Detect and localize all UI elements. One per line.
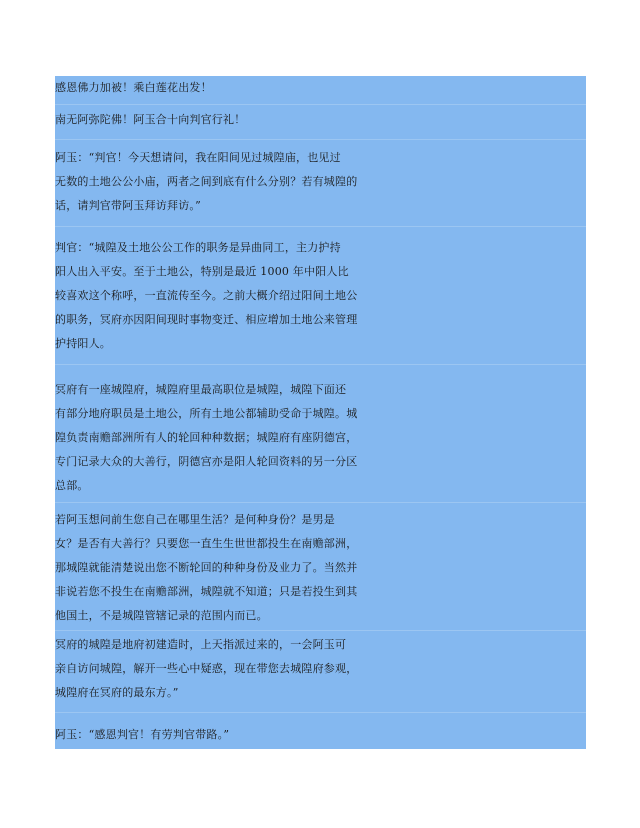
text-line: 话，请判官带阿玉拜访拜访。”: [55, 199, 201, 212]
paragraph-8: [55, 723, 586, 747]
text-line: 专门记录大众的大善行，阴德宫亦是阳人轮回资料的另一分区: [55, 455, 358, 468]
text-line: 的职务，冥府亦因阳间现时事物变迁、相应增加土地公来管理: [55, 313, 358, 326]
paragraph-divider: [55, 630, 586, 631]
text-line: 那城隍就能清楚说出您不断轮回的种种身份及业力了。当然并: [55, 561, 358, 574]
text-line: 有部分地府职员是土地公，所有土地公都辅助受命于城隍。城: [55, 407, 358, 420]
paragraph-divider: [55, 226, 586, 227]
text-line: 非说若您不投生在南赡部洲，城隍就不知道；只是若投生到其: [55, 585, 358, 598]
text-line: 隍负责南赡部洲所有人的轮回种种数据；城隍府有座阴德宫，: [55, 431, 358, 444]
text-line: 他国土，不是城隍管辖记录的范围内而已。: [55, 609, 268, 622]
paragraph-3: [55, 146, 586, 218]
text-line: 阳人出入平安。至于土地公，特别是最近 1000 年中阳人比: [55, 265, 349, 278]
text-line: 阿玉：“判官！今天想请问，我在阳间见过城隍庙，也见过: [55, 151, 341, 164]
paragraph-divider: [55, 364, 586, 365]
paragraph-6: [55, 508, 586, 628]
paragraph-divider: [55, 139, 586, 140]
text-line: 阿玉：“感恩判官！有劳判官带路。”: [55, 728, 230, 741]
text-line: 无数的土地公公小庙，两者之间到底有什么分别？若有城隍的: [55, 175, 358, 188]
paragraph-1: [55, 76, 586, 100]
document-page: [55, 76, 586, 749]
text-line: 判官：“城隍及土地公公工作的职务是异曲同工，主力护持: [55, 241, 341, 254]
text-line: 总部。: [55, 479, 89, 492]
paragraph-divider: [55, 104, 586, 105]
text-line: 感恩佛力加被！乘白莲花出发！: [55, 81, 212, 94]
text-line: 亲自访问城隍，解开一些心中疑惑，现在带您去城隍府参观，: [55, 662, 358, 675]
paragraph-divider: [55, 712, 586, 713]
paragraph-2: [55, 108, 586, 132]
text-line: 若阿玉想问前生您自己在哪里生活？是何种身份？是男是: [55, 513, 335, 526]
text-line: 冥府的城隍是地府初建造时，上天指派过来的，一会阿玉可: [55, 638, 347, 651]
text-line: 女？是否有大善行？只要您一直生生世世都投生在南赡部洲，: [55, 537, 358, 550]
text-line: 较喜欢这个称呼，一直流传至今。之前大概介绍过阳间土地公: [55, 289, 358, 302]
text-line: 护持阳人。: [55, 337, 111, 350]
text-line: 城隍府在冥府的最东方。”: [55, 686, 179, 699]
paragraph-divider: [55, 502, 586, 503]
paragraph-4: [55, 236, 586, 356]
text-line: 南无阿弥陀佛！阿玉合十向判官行礼！: [55, 113, 246, 126]
text-line: 冥府有一座城隍府，城隍府里最高职位是城隍，城隍下面还: [55, 383, 347, 396]
paragraph-7: [55, 633, 586, 705]
paragraph-5: [55, 378, 586, 498]
